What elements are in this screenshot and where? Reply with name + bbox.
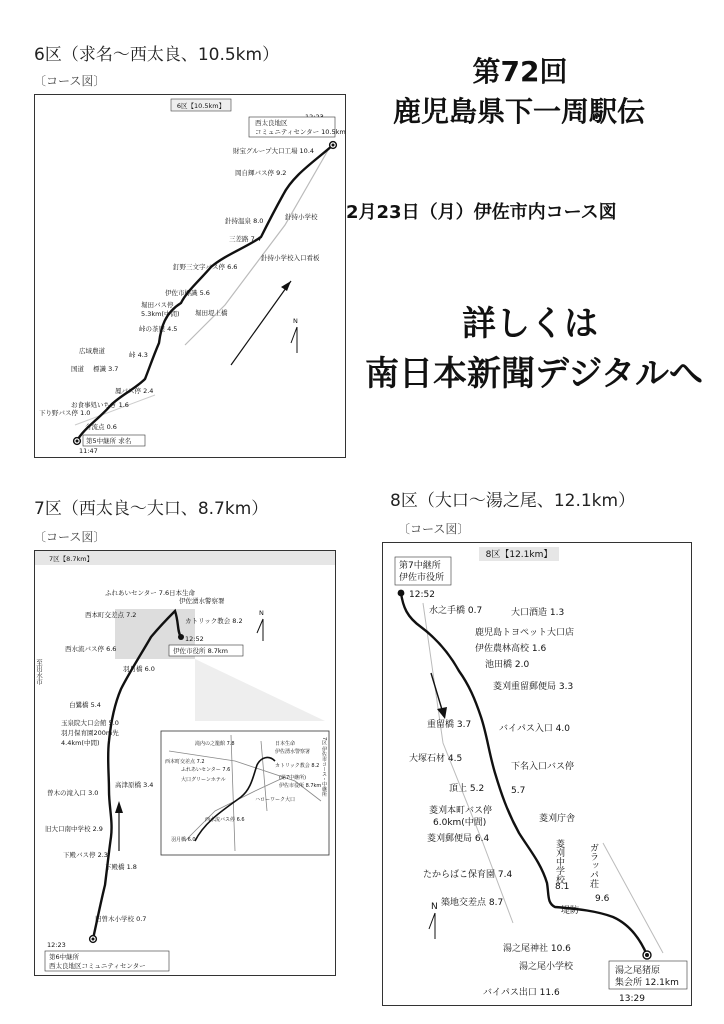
section7-finish-marker (178, 634, 184, 640)
course-point: 9.6 (595, 894, 610, 904)
course-point: 堀田バス停 (141, 301, 174, 309)
inset-label: カトリック教会 8.2 (275, 763, 320, 769)
title-date: 2月23日（月）伊佐市内コース図 (346, 202, 617, 223)
section8-finish-label-2: 集会所 12.1km (615, 978, 679, 988)
section8-heading: 8区（大口～湯之尾、12.1km） (390, 491, 636, 511)
section7-start-time: 12:23 (47, 941, 66, 949)
inset-label: 羽月橋 6.0 (171, 837, 196, 843)
course-point: 下名入口バス停 (511, 762, 575, 772)
inset-label: 滝内の之籠館 7.8 (195, 741, 235, 747)
section8-start-label-2: 伊佐市役所 (399, 573, 445, 583)
section6-sub: 〔コース図〕 (34, 74, 106, 88)
promo-line-1: 詳しくは (462, 304, 598, 344)
section7-north-label: N (259, 609, 264, 617)
section8-points (409, 604, 610, 998)
course-point: カトリック教会 8.2 (185, 617, 243, 625)
section6-map (34, 94, 346, 458)
section7-heading: 7区（西太良～大口、8.7km） (34, 499, 269, 519)
course-point: 釘野三文字バス停 6.6 (173, 263, 238, 271)
course-point: 国道 (71, 365, 84, 373)
section6-finish-label-2: コミュニティセンター 10.5km (255, 128, 345, 136)
section8-sub: 〔コース図〕 (398, 522, 470, 536)
course-point: バイパス入口 4.0 (499, 724, 570, 734)
course-point: ガラッパ荘 (588, 843, 598, 888)
section7-inset-map (161, 731, 329, 855)
course-point: 下り野バス停 1.0 (39, 409, 91, 417)
section6-map-title: 6区【10.5km】 (176, 102, 226, 110)
course-point: たからばこ保育園 7.4 (423, 870, 513, 880)
section7-finish-label: 伊佐市役所 8.7km (173, 647, 228, 655)
section6-north-icon (291, 327, 297, 353)
section6-finish-label-1: 西太良地区 (255, 119, 288, 127)
course-point: 羽月保育園200m先 (61, 729, 119, 737)
section7-end-time: 12:52 (185, 635, 204, 643)
course-point: 大口酒造 1.3 (511, 608, 565, 618)
course-point: 峠 4.3 (129, 351, 148, 359)
course-point: 堤防 (561, 906, 580, 916)
section7-start-label-2: 西太良地区コミュニティセンター (49, 962, 146, 970)
course-point: 下殿バス停 2.3 (63, 851, 108, 859)
inset-label: 伊佐市役所 8.7km (279, 783, 322, 789)
course-point: 湯之尾神社 10.6 (503, 944, 571, 954)
course-point: 針持小学校 (285, 213, 318, 221)
course-point: 頂上 5.2 (449, 784, 485, 794)
section6-direction-arrow (231, 281, 291, 365)
course-point: 高津原橋 3.4 (115, 781, 154, 789)
course-point: 堀田堤上橋 (195, 309, 228, 317)
course-point: 水之手橋 0.7 (429, 606, 483, 616)
section6-start-label: 第5中継所 求名 (86, 437, 132, 445)
title-edition: 第72回 (472, 55, 568, 88)
inset-label: (第7中継所) (279, 775, 307, 781)
course-point: 池田橋 2.0 (485, 660, 530, 670)
course-point: 菱刈庁舎 (539, 814, 576, 824)
course-point: 旧曽木小学校 0.7 (95, 915, 147, 923)
section8-north-icon (429, 913, 435, 939)
course-point: 旧大口南中学校 2.9 (45, 825, 103, 833)
course-point: 財宝グループ大口工場 10.4 (233, 147, 315, 155)
section7-side-label: 至出水市 (35, 659, 43, 685)
section8-finish-label-1: 湯之尾猪原 (615, 966, 661, 976)
course-point: 6.0km(中間) (433, 818, 487, 828)
section8-map (382, 542, 692, 1006)
course-point: 針持温泉 8.0 (225, 217, 264, 225)
course-point: 日本生命 (169, 589, 195, 597)
inset-label: ふれあいセンター 7.6 (181, 767, 231, 773)
course-point: 5.3km(中間) (141, 310, 180, 318)
section6-north-label: N (293, 317, 298, 325)
inset-label: ハローワーク大口 (255, 797, 296, 803)
section8-end-time: 13:29 (619, 994, 645, 1004)
course-point: 玉泉院大口会館 5.0 (61, 719, 119, 727)
course-point: 伊佐市標識 5.6 (165, 289, 210, 297)
inset-label: 大口グリーンホテル (181, 777, 226, 783)
course-point: 三差路 7.4 (229, 235, 261, 243)
course-point: 西水流バス停 6.6 (65, 645, 117, 653)
promo-line-2: 南日本新聞デジタルへ (365, 354, 703, 394)
section8-start-marker (398, 590, 405, 597)
course-point: 峠の茶屋 4.5 (139, 325, 178, 333)
course-point: 4.4km(中間) (61, 739, 100, 747)
section8-start-label-1: 第7中継所 (399, 561, 441, 571)
inset-label: 7区 伊佐市コース・中継所 (321, 737, 327, 797)
course-point: 岡自輝バス停 9.2 (235, 169, 287, 177)
course-point: バイパス出口 11.6 (483, 988, 560, 998)
section8-north-label: N (431, 902, 438, 912)
course-point: 築地交差点 8.7 (441, 898, 504, 908)
course-point: 羽月橋 6.0 (123, 665, 155, 673)
inset-label: 西水流バス停 6.6 (205, 817, 245, 823)
course-point: 鳳バス停 2.4 (115, 387, 154, 395)
course-point: 針持小学校入口看板 (261, 254, 320, 262)
course-point: 広域農道 (79, 347, 105, 355)
course-point: 合流点 0.6 (85, 423, 117, 431)
course-point: お食事処いちき 1.6 (71, 401, 129, 409)
title-race: 鹿児島県下一周駅伝 (392, 95, 645, 128)
course-point: 白鷺橋 5.4 (69, 701, 101, 709)
course-point: 5.7 (511, 786, 526, 796)
section8-start-time: 12:52 (409, 590, 435, 600)
section7-north-icon (257, 619, 263, 641)
section8-map-title: 8区【12.1km】 (485, 550, 553, 560)
course-point: 標識 3.7 (93, 365, 119, 373)
course-point: 西本町交差点 7.2 (85, 611, 137, 619)
inset-label: 伊佐湧水警察署 (275, 749, 311, 755)
section7-map (34, 550, 336, 976)
course-point: 湯之尾小学校 (519, 962, 574, 972)
inset-label: 日本生命 (275, 741, 296, 747)
section6-start-time: 11:47 (79, 447, 98, 455)
section6-points (39, 146, 320, 431)
section7-map-title: 7区【8.7km】 (49, 555, 94, 563)
course-point: 鹿児島トヨペット大口店 (475, 628, 575, 638)
course-point: 菱刈郵便局 6.4 (427, 834, 490, 844)
course-point: 菱刈中学校 (554, 839, 564, 884)
section7-start-label-1: 第6中継所 (49, 953, 80, 961)
course-point: 下殿橋 1.8 (105, 863, 137, 871)
course-point: 菱刈重留郵便局 3.3 (493, 682, 574, 692)
section7-sub: 〔コース図〕 (34, 530, 106, 544)
course-point: 8.1 (555, 882, 570, 892)
inset-label: 西本町交差点 7.2 (165, 759, 205, 765)
section8-direction-arrow (431, 673, 443, 713)
course-point: 伊佐農林高校 1.6 (475, 644, 547, 654)
section6-heading: 6区（求名～西太良、10.5km） (34, 45, 280, 65)
course-point: 曽木の滝入口 3.0 (47, 789, 99, 797)
course-point: 大塚石材 4.5 (409, 754, 463, 764)
course-point: ふれあいセンター 7.6 (105, 589, 170, 597)
course-point: 伊佐湧水警察署 (179, 597, 225, 605)
course-point: 重留橋 3.7 (427, 720, 472, 730)
course-point: 菱刈本町バス停 (429, 806, 493, 816)
